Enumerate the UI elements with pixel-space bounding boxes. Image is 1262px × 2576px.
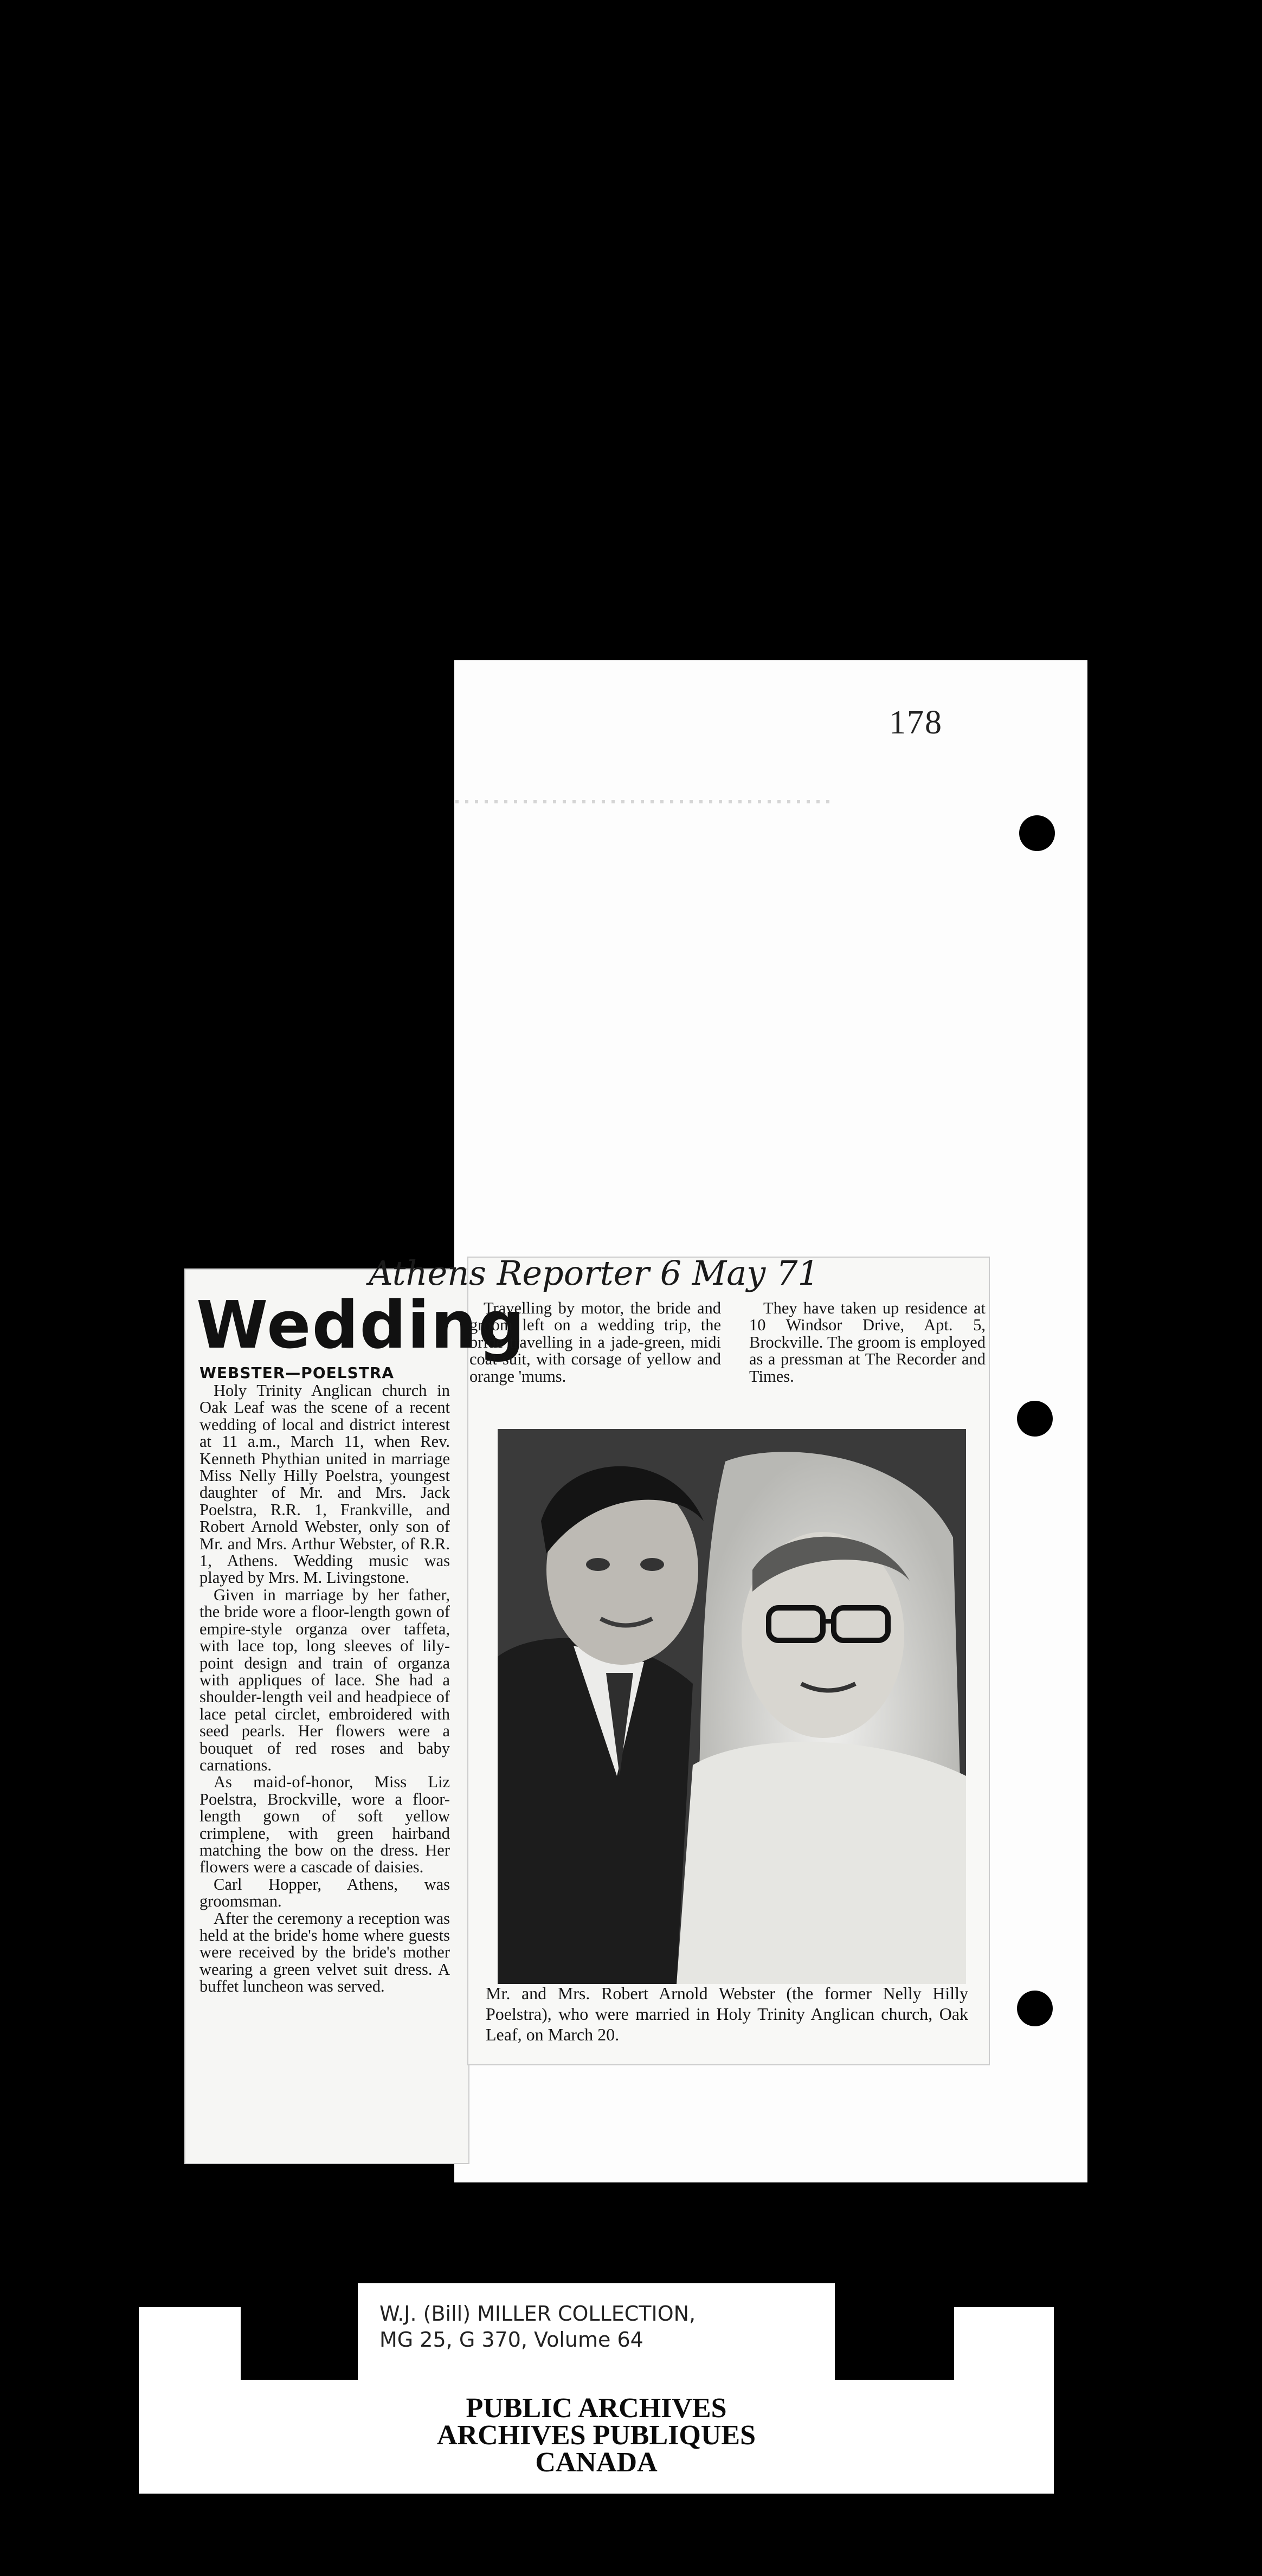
article-column-3 [749, 1300, 986, 1393]
paragraph: As maid-of-honor, Miss Liz Poelstra, Brockville, wore a floor-length gown of soft yellow crimplene, with green hairband matching the bow on the dress. Her flowers were a cascade of daisies. [199, 1773, 450, 1877]
page-number: 178 [889, 704, 943, 741]
handwritten-note: Athens Reporter 6 May 71 [369, 1253, 819, 1293]
paragraph: Holy Trinity Anglican church in Oak Leaf was the scene of a recent wedding of local and district interest at 11 a.m., March 11, when Rev. Kenneth Phythian united in marriage Miss Nelly Hilly Poelstra, youngest daughter of Mr. and Mrs. Jack Poelstra, R.R. 1, Frankville, and Robert Arnold Webster, only son of Mr. and Mrs. Arthur Webster, of R.R. 1, Athens. Wedding music was played by Mrs. M. Livingstone. [199, 1381, 450, 1587]
collection-line: W.J. (Bill) MILLER COLLECTION, [379, 2302, 696, 2326]
archives-line: ARCHIVES PUBLIQUES [436, 2420, 756, 2451]
archives-line: CANADA [535, 2447, 658, 2478]
archives-stamp [139, 2395, 1054, 2476]
article-column-1 [199, 1382, 450, 1995]
archives-line: PUBLIC ARCHIVES [466, 2393, 727, 2424]
punch-hole [1017, 1401, 1053, 1437]
collection-reference [358, 2283, 835, 2386]
wedding-photo [498, 1429, 966, 1984]
byline: WEBSTER—POELSTRA [199, 1364, 395, 1382]
paragraph: Travelling by motor, the bride and groom left on a wedding trip, the bride travelling in a jade-green, midi coat-suit, with corsage of yellow and orange 'mums. [469, 1299, 721, 1386]
article-column-2 [469, 1300, 721, 1385]
punch-hole [1017, 1991, 1053, 2026]
paragraph: Given in marriage by her father, the bride wore a floor-length gown of empire-style organza over taffeta, with lace top, long sleeves of lily-point design and train of organza with appliques of lace. She had a shoulder-length veil and headpiece of lace petal circlet, embroidered with seed pearls. Her flowers were a bouquet of red roses and baby carnations. [199, 1585, 450, 1774]
collection-line: MG 25, G 370, Volume 64 [379, 2328, 643, 2352]
headline: Wedding [196, 1288, 526, 1363]
punch-hole [1019, 815, 1055, 851]
photo-caption: Mr. and Mrs. Robert Arnold Webster (the former Nelly Hilly Poelstra), who were married in Holy Trinity Anglican church, Oak Leaf, on March 20. [486, 1983, 968, 2044]
paragraph: Carl Hopper, Athens, was groomsman. [199, 1875, 450, 1911]
paragraph: After the ceremony a reception was held at the bride's home where guests were received by the bride's mother wearing a green velvet suit dress. A buffet luncheon was served. [199, 1909, 450, 1996]
paragraph: They have taken up residence at 10 Windsor Drive, Apt. 5, Brockville. The groom is employed as a pressman at The Recorder and Times. [749, 1299, 986, 1386]
faint-pencil-line [455, 800, 835, 803]
